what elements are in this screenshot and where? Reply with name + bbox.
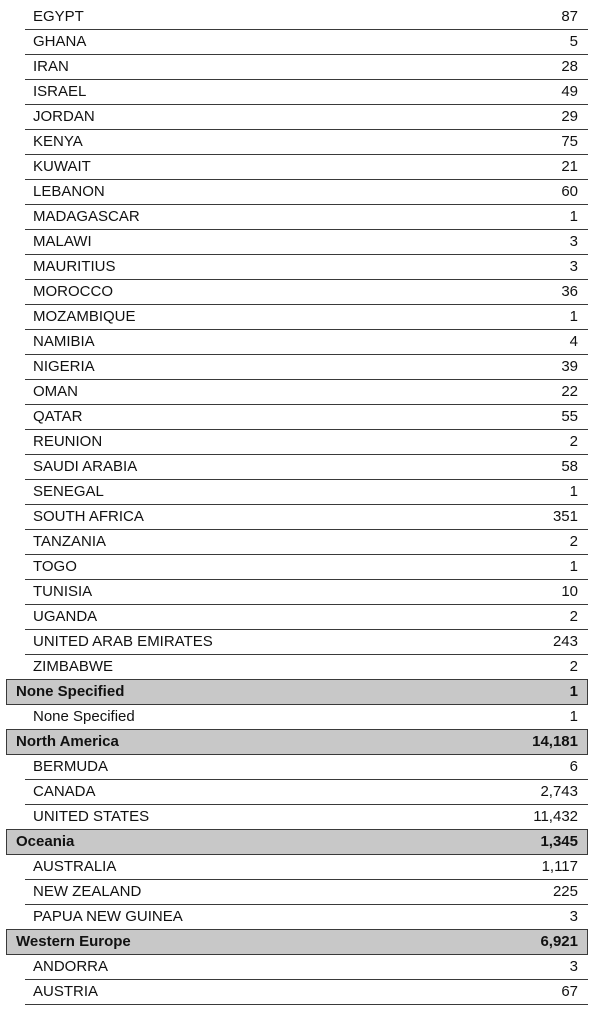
country-row xyxy=(25,780,588,805)
country-row xyxy=(25,755,588,780)
country-count: 29 xyxy=(561,108,578,125)
region-header-row xyxy=(6,729,588,755)
country-count: 28 xyxy=(561,58,578,75)
country-count: 5 xyxy=(569,33,578,50)
country-name: MADAGASCAR xyxy=(33,208,140,225)
country-count: 243 xyxy=(552,633,578,650)
country-row xyxy=(25,355,588,380)
country-count: 3 xyxy=(569,233,578,250)
country-row xyxy=(25,980,588,1005)
country-name: SENEGAL xyxy=(33,483,104,500)
country-count: 6 xyxy=(569,758,578,775)
country-row xyxy=(25,105,588,130)
country-row xyxy=(25,55,588,80)
country-count: 2 xyxy=(569,608,578,625)
country-name: ANDORRA xyxy=(33,958,109,975)
country-count: 49 xyxy=(561,83,578,100)
country-name: AUSTRIA xyxy=(33,983,99,1000)
region-total: 1 xyxy=(569,683,578,700)
country-name: BERMUDA xyxy=(33,758,109,775)
country-row xyxy=(25,430,588,455)
country-count: 67 xyxy=(561,983,578,1000)
country-row xyxy=(25,855,588,880)
country-row xyxy=(25,5,588,30)
country-count: 2 xyxy=(569,433,578,450)
region-header-row xyxy=(6,679,588,705)
region-total: 14,181 xyxy=(532,733,578,750)
country-row xyxy=(25,905,588,930)
country-row xyxy=(25,955,588,980)
country-name: MAURITIUS xyxy=(33,258,116,275)
country-count: 58 xyxy=(561,458,578,475)
region-name: None Specified xyxy=(16,683,125,700)
country-name: IRAN xyxy=(33,58,69,75)
country-name: CANADA xyxy=(33,783,96,800)
country-row xyxy=(25,205,588,230)
country-name: SAUDI ARABIA xyxy=(33,458,138,475)
country-name: QATAR xyxy=(33,408,83,425)
country-row xyxy=(25,155,588,180)
country-row xyxy=(25,555,588,580)
country-count: 3 xyxy=(569,258,578,275)
country-count: 2,743 xyxy=(540,783,578,800)
country-name: NIGERIA xyxy=(33,358,95,375)
country-name: AUSTRALIA xyxy=(33,858,117,875)
country-count: 75 xyxy=(561,133,578,150)
country-row xyxy=(25,330,588,355)
region-name: North America xyxy=(16,733,119,750)
country-name: ISRAEL xyxy=(33,83,87,100)
country-count: 55 xyxy=(561,408,578,425)
country-count: 2 xyxy=(569,533,578,550)
country-name: MALAWI xyxy=(33,233,92,250)
country-row xyxy=(25,30,588,55)
region-header-row xyxy=(6,929,588,955)
country-name: None Specified xyxy=(33,708,135,725)
country-count: 1 xyxy=(569,208,578,225)
country-row xyxy=(25,605,588,630)
country-name: LEBANON xyxy=(33,183,105,200)
region-header-row xyxy=(6,829,588,855)
country-count-table xyxy=(6,5,588,1005)
country-count: 3 xyxy=(569,958,578,975)
country-count: 1 xyxy=(569,708,578,725)
country-row xyxy=(25,180,588,205)
country-name: UGANDA xyxy=(33,608,98,625)
country-row xyxy=(25,530,588,555)
country-row xyxy=(25,630,588,655)
country-name: KUWAIT xyxy=(33,158,91,175)
country-name: MOZAMBIQUE xyxy=(33,308,136,325)
country-name: EGYPT xyxy=(33,8,84,25)
country-row xyxy=(25,655,588,680)
country-row xyxy=(25,130,588,155)
region-total: 1,345 xyxy=(540,833,578,850)
country-count: 351 xyxy=(552,508,578,525)
country-count: 36 xyxy=(561,283,578,300)
country-name: PAPUA NEW GUINEA xyxy=(33,908,183,925)
country-row xyxy=(25,80,588,105)
country-row xyxy=(25,305,588,330)
country-name: ZIMBABWE xyxy=(33,658,114,675)
country-row xyxy=(25,580,588,605)
country-count: 1 xyxy=(569,308,578,325)
country-row xyxy=(25,380,588,405)
country-row xyxy=(25,255,588,280)
country-count: 1 xyxy=(569,558,578,575)
country-count: 4 xyxy=(569,333,578,350)
country-count: 60 xyxy=(561,183,578,200)
country-name: REUNION xyxy=(33,433,103,450)
country-row xyxy=(25,280,588,305)
country-count: 225 xyxy=(552,883,578,900)
country-row xyxy=(25,705,588,730)
country-row xyxy=(25,505,588,530)
country-row xyxy=(25,230,588,255)
country-row xyxy=(25,455,588,480)
country-count: 87 xyxy=(561,8,578,25)
country-name: TANZANIA xyxy=(33,533,107,550)
country-name: SOUTH AFRICA xyxy=(33,508,144,525)
country-name: UNITED STATES xyxy=(33,808,150,825)
country-count: 1 xyxy=(569,483,578,500)
country-row xyxy=(25,405,588,430)
country-count: 39 xyxy=(561,358,578,375)
country-name: NEW ZEALAND xyxy=(33,883,142,900)
region-name: Oceania xyxy=(16,833,75,850)
country-row xyxy=(25,480,588,505)
country-count: 1,117 xyxy=(541,858,578,875)
country-count: 10 xyxy=(561,583,578,600)
country-name: NAMIBIA xyxy=(33,333,95,350)
country-name: TOGO xyxy=(33,558,77,575)
country-name: TUNISIA xyxy=(33,583,93,600)
country-name: GHANA xyxy=(33,33,87,50)
country-name: KENYA xyxy=(33,133,83,150)
country-count: 3 xyxy=(569,908,578,925)
country-row xyxy=(25,880,588,905)
country-count: 2 xyxy=(569,658,578,675)
country-name: JORDAN xyxy=(33,108,95,125)
country-count: 11,432 xyxy=(533,808,578,825)
country-count: 21 xyxy=(561,158,578,175)
country-name: MOROCCO xyxy=(33,283,113,300)
region-total: 6,921 xyxy=(540,933,578,950)
country-name: UNITED ARAB EMIRATES xyxy=(33,633,213,650)
region-name: Western Europe xyxy=(16,933,131,950)
country-count: 22 xyxy=(561,383,578,400)
country-name: OMAN xyxy=(33,383,78,400)
country-row xyxy=(25,805,588,830)
